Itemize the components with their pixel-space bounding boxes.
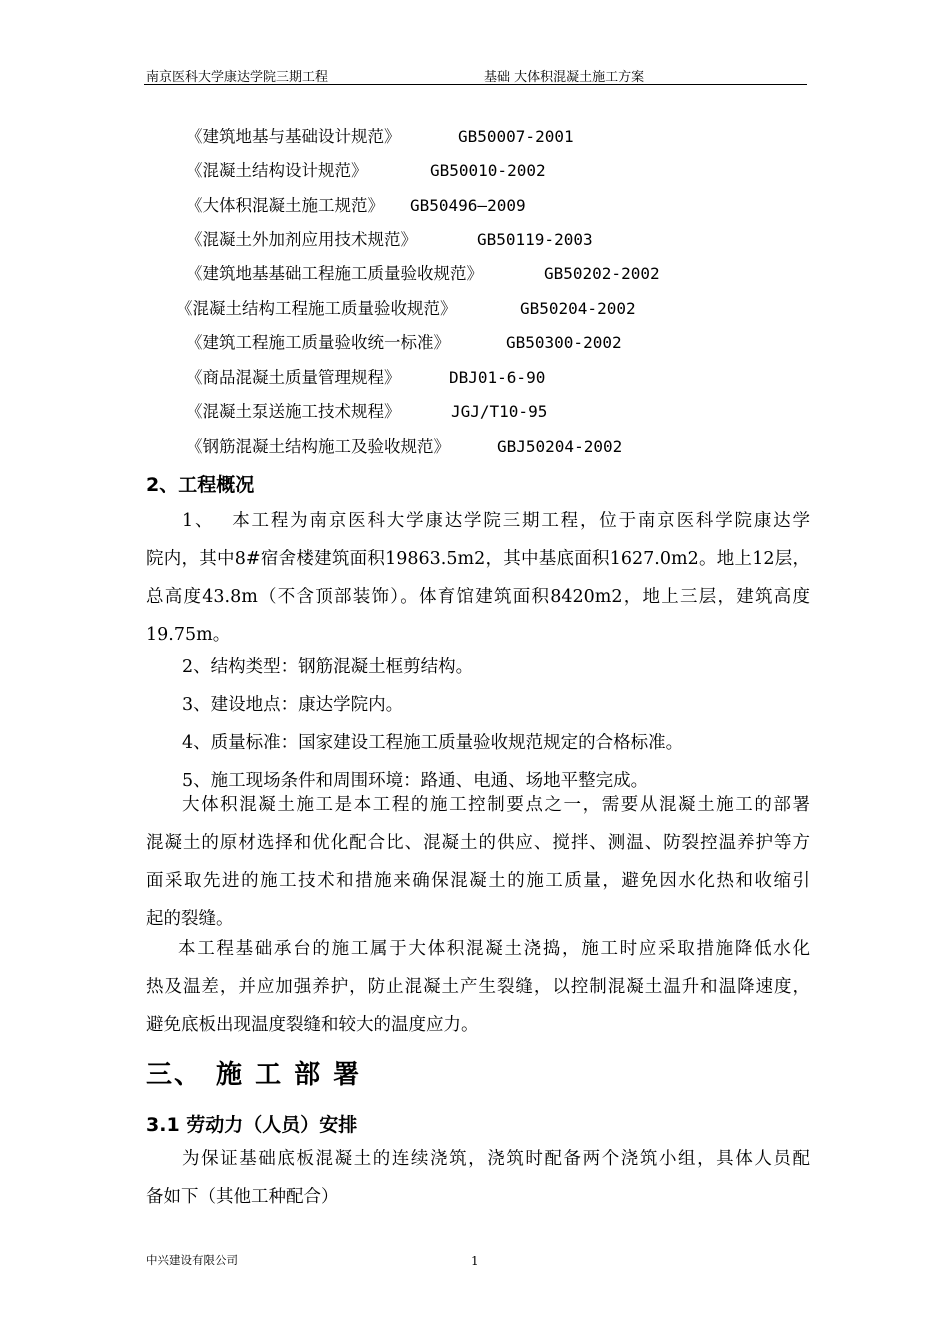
- standard-code: GB50300-2002: [506, 333, 622, 352]
- paragraph-line: 面采取先进的施工技术和措施来确保混凝土的施工质量，避免因水化热和收缩引: [146, 871, 810, 891]
- standard-code: GB50119-2003: [477, 230, 593, 249]
- mass-concrete-paragraph: [146, 786, 810, 938]
- standard-code: GB50204-2002: [520, 299, 636, 318]
- paragraph-line: 本工程基础承台的施工属于大体积混凝土浇捣，施工时应采取措施降低水化: [178, 939, 810, 959]
- project-overview-items: [146, 648, 810, 800]
- footer-company-name: 中兴建设有限公司: [146, 1253, 238, 1267]
- standard-code: GB50202-2002: [544, 264, 660, 283]
- site-location-item: 3、建设地点：康达学院内。: [182, 695, 404, 715]
- labor-arrangement-paragraph: [146, 1140, 810, 1216]
- section-2-heading: 2、工程概况: [146, 474, 255, 496]
- standard-code: GB50496—2009: [410, 196, 526, 215]
- standard-name: 《建筑工程施工质量验收统一标准》: [186, 333, 450, 352]
- standard-code: JGJ/T10-95: [451, 402, 548, 421]
- standard-code: GBJ50204-2002: [497, 437, 623, 456]
- standard-name: 《钢筋混凝土结构施工及验收规范》: [186, 437, 450, 456]
- standard-name: 《混凝土结构工程施工质量验收规范》: [176, 299, 457, 318]
- standard-name: 《混凝土结构设计规范》: [186, 161, 368, 180]
- standard-name: 《商品混凝土质量管理规程》: [186, 368, 401, 387]
- paragraph-line: 为保证基础底板混凝土的连续浇筑，浇筑时配备两个浇筑小组，具体人员配: [182, 1149, 810, 1169]
- standard-code: GB50007-2001: [458, 127, 574, 146]
- paragraph-line: 避免底板出现温度裂缝和较大的温度应力。: [146, 1015, 479, 1035]
- page-number: 1: [471, 1254, 479, 1268]
- quality-standard-item: 4、质量标准：国家建设工程施工质量验收规范规定的合格标准。: [182, 733, 684, 753]
- paragraph-line: 大体积混凝土施工是本工程的施工控制要点之一，需要从混凝土施工的部署: [182, 795, 810, 815]
- foundation-paragraph: [146, 930, 810, 1044]
- paragraph-line: 院内，其中8#宿舍楼建筑面积19863.5m2，其中基底面积1627.0m2。地上12层，: [146, 549, 810, 569]
- standard-name: 《建筑地基与基础设计规范》: [186, 127, 401, 146]
- section-3-title: 施 工 部 署: [216, 1060, 362, 1090]
- standard-name: 《混凝土外加剂应用技术规范》: [186, 230, 417, 249]
- paragraph-line: 备如下（其他工种配合）: [146, 1187, 339, 1207]
- paragraph-line: 混凝土的原材选择和优化配合比、混凝土的供应、搅拌、测温、防裂控温养护等方: [146, 833, 810, 853]
- paragraph-line: 起的裂缝。: [146, 909, 234, 929]
- project-overview-item-1: [146, 502, 810, 654]
- paragraph-line: 热及温差，并应加强养护，防止混凝土产生裂缝，以控制混凝土温升和温降速度，: [146, 977, 810, 997]
- section-3-heading: [146, 1054, 361, 1091]
- standard-name: 《大体积混凝土施工规范》: [186, 196, 384, 215]
- paragraph-line: 1、 本工程为南京医科大学康达学院三期工程，位于南京医科学院康达学: [182, 511, 810, 531]
- header-document-title: 基础 大体积混凝土施工方案: [484, 70, 645, 85]
- header-project-name: 南京医科大学康达学院三期工程: [146, 70, 329, 85]
- site-conditions-item: 5、施工现场条件和周围环境：路通、电通、场地平整完成。: [182, 771, 649, 791]
- standard-name: 《混凝土泵送施工技术规程》: [186, 402, 401, 421]
- header-divider: [144, 84, 807, 85]
- standard-name: 《建筑地基基础工程施工质量验收规范》: [186, 264, 483, 283]
- paragraph-line: 总高度43.8m（不含顶部装饰）。体育馆建筑面积8420m2，地上三层，建筑高度: [146, 587, 810, 607]
- structure-type-item: 2、结构类型：钢筋混凝土框剪结构。: [182, 657, 474, 677]
- paragraph-line: 19.75m。: [146, 625, 231, 645]
- standard-code: DBJ01-6-90: [449, 368, 546, 387]
- standard-code: GB50010-2002: [430, 161, 546, 180]
- subsection-3-1-heading: 3.1 劳动力（人员）安排: [146, 1114, 358, 1136]
- section-3-number: 三、: [146, 1060, 203, 1090]
